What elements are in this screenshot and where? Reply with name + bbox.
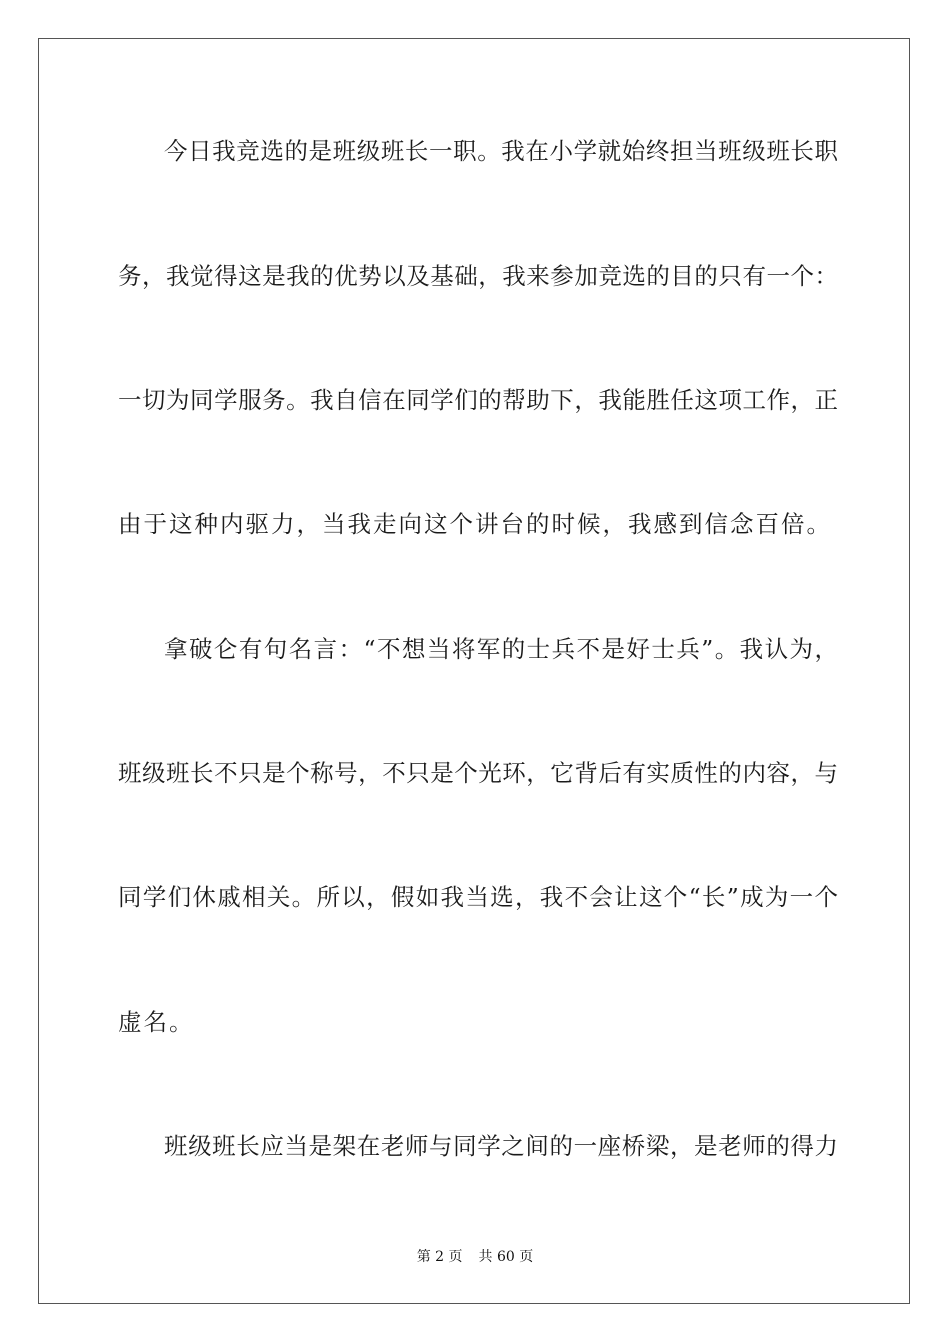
paragraph-line: 虚名。 — [118, 1008, 195, 1036]
paragraph-line: 一切为同学服务。我自信在同学们的帮助下，我能胜任这项工作，正 — [118, 386, 838, 414]
paragraph-line: 今日我竞选的是班级班长一职。我在小学就始终担当班级班长职 — [164, 137, 838, 165]
page-border — [38, 38, 910, 1304]
page-footer — [0, 1248, 950, 1266]
paragraph-line: 务，我觉得这是我的优势以及基础，我来参加竞选的目的只有一个： — [118, 262, 838, 290]
paragraph-line: 由于这种内驱力，当我走向这个讲台的时候，我感到信念百倍。 — [118, 510, 832, 538]
total-pages: 共 60 页 — [478, 1249, 534, 1265]
page-number: 第 2 页 — [416, 1249, 463, 1265]
paragraph-line: 同学们休戚相关。所以，假如我当选，我不会让这个“长”成为一个 — [118, 883, 838, 911]
paragraph-line: 拿破仑有句名言：“不想当将军的士兵不是好士兵”。我认为， — [164, 635, 838, 663]
paragraph-line: 班级班长应当是架在老师与同学之间的一座桥梁，是老师的得力 — [164, 1132, 838, 1160]
paragraph-line: 班级班长不只是个称号，不只是个光环，它背后有实质性的内容，与 — [118, 759, 838, 787]
